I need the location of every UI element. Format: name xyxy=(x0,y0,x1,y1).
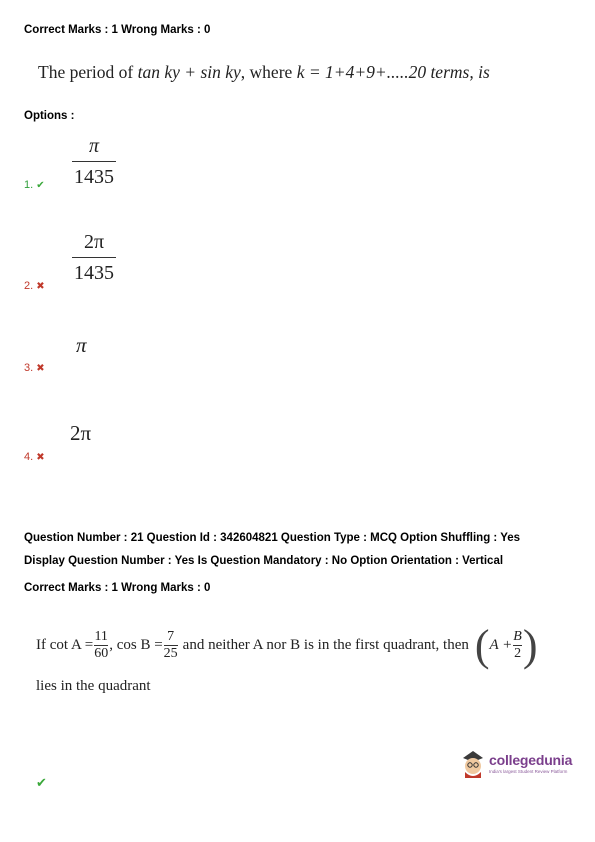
option-3-number: 3. xyxy=(24,362,34,374)
option-1-label[interactable] xyxy=(24,179,45,191)
cross-icon: ✖ xyxy=(36,281,45,292)
cross-icon: ✖ xyxy=(36,363,45,374)
option-2-numerator: 2π xyxy=(83,231,105,253)
question-prefix: The period of xyxy=(38,62,134,82)
option-2-label[interactable] xyxy=(24,280,45,292)
option-4-label[interactable] xyxy=(24,451,45,463)
question-expression: tan ky + sin ky xyxy=(137,62,241,82)
question-info-line-1: Question Number : 21 Question Id : 342604821 Question Type : MCQ Option Shuffling : Yes xyxy=(24,532,521,544)
option-4-number: 4. xyxy=(24,451,34,463)
mascot-icon xyxy=(460,748,486,778)
question-2-text: If cot A = 11 60 , cos B = 7 25 and neither A nor B is in the first quadrant, then ( A + B 2 ) xyxy=(36,621,538,670)
q2-paren-den: 2 xyxy=(514,646,522,661)
option-2-denominator: 1435 xyxy=(74,262,114,284)
option-1-denominator: 1435 xyxy=(74,166,114,188)
option-4-value: 2π xyxy=(70,421,92,445)
option-1-fraction xyxy=(72,134,116,189)
option-2-number: 2. xyxy=(24,280,34,292)
marks-line-2: Correct Marks : 1 Wrong Marks : 0 xyxy=(24,582,211,594)
option-1-numerator: π xyxy=(88,135,100,157)
q2-paren-num: B xyxy=(513,629,522,644)
q2-text-if: If cot A = xyxy=(36,637,94,653)
option-3-value: π xyxy=(76,333,87,357)
q2-frac1-den: 60 xyxy=(94,646,109,661)
question-text xyxy=(38,62,490,83)
q2-text-rest: and neither A nor B is in the first quadrant, then xyxy=(182,637,469,653)
q2-fraction-2 xyxy=(164,629,178,662)
logo-tagline: India's largest Student Review Platform xyxy=(489,769,568,774)
option-2-fraction xyxy=(72,230,116,285)
option-3-label[interactable] xyxy=(24,362,45,374)
q2-text-cos: , cos B = xyxy=(109,637,163,653)
question-2-line-2: lies in the quadrant xyxy=(36,678,151,694)
q2-frac2-den: 25 xyxy=(163,646,178,661)
question-mid: , where xyxy=(240,62,293,82)
question-info-line-2: Display Question Number : Yes Is Question Mandatory : No Option Orientation : Vertical xyxy=(24,555,504,567)
q2-frac1-num: 11 xyxy=(94,629,108,644)
collegedunia-logo xyxy=(460,748,572,778)
marks-line: Correct Marks : 1 Wrong Marks : 0 xyxy=(24,24,211,36)
check-icon: ✔ xyxy=(36,775,47,790)
question-k: k = 1+4+9+.....20 terms, is xyxy=(296,62,490,82)
logo-brand: collegedunia xyxy=(489,752,573,768)
q2-paren-a: A + xyxy=(489,637,513,653)
check-icon: ✔ xyxy=(36,180,45,191)
q2-frac2-num: 7 xyxy=(167,629,175,644)
q2-fraction-1 xyxy=(94,629,108,662)
cross-icon: ✖ xyxy=(36,452,45,463)
options-label: Options : xyxy=(24,110,75,122)
q2-paren-fraction xyxy=(513,629,522,662)
option-1-number: 1. xyxy=(24,179,34,191)
